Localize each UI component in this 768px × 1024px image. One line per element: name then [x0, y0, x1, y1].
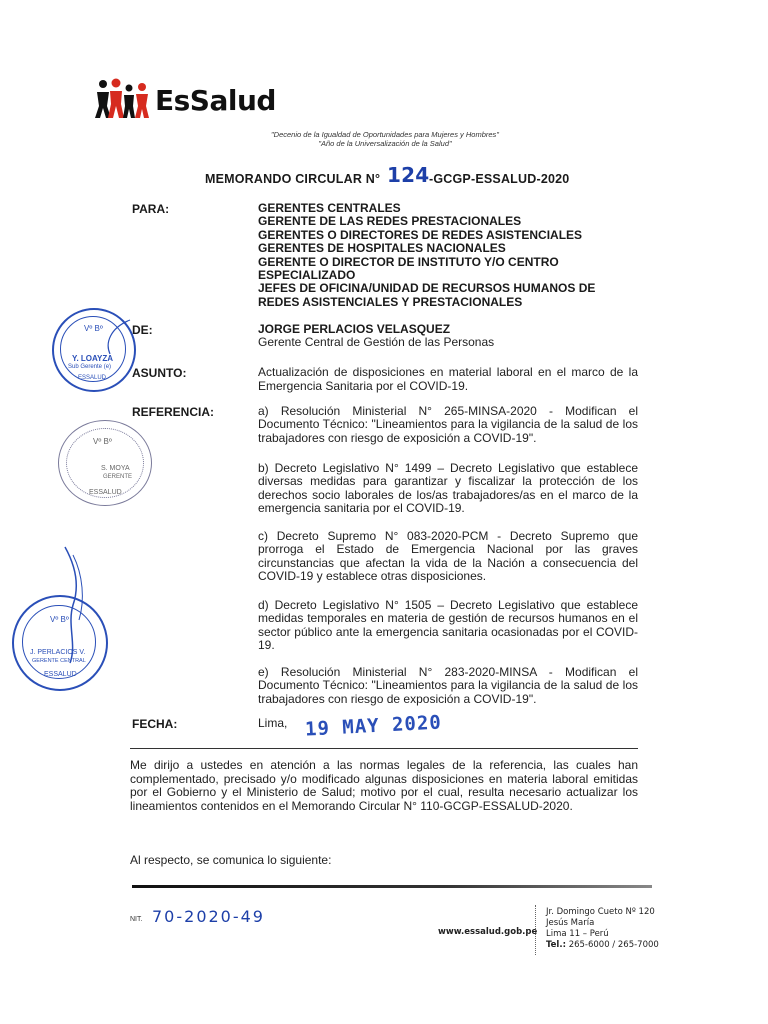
motto-line-2: "Año de la Universalización de la Salud"	[318, 139, 452, 148]
motto-line-1: "Decenio de la Igualdad de Oportunidades para Mujeres y Hombres"	[271, 130, 499, 139]
signature-line-1	[100, 318, 140, 358]
recipient: GERENTE O DIRECTOR DE INSTITUTO Y/O CENTRO	[258, 254, 559, 269]
asunto-text: Actualización de disposiciones en material laboral en el marco de la Emergencia Sanitaria por el COVID-19.	[258, 365, 638, 393]
date-stamp: 19 MAY 2020	[304, 711, 443, 741]
stamp-vobo: Vº Bº	[93, 437, 112, 446]
memo-handwritten-number: 124	[387, 163, 430, 187]
motto	[240, 130, 530, 148]
fecha-label: FECHA:	[132, 717, 178, 731]
stamp-name: S. MOYA	[101, 465, 130, 472]
nit-label: NIT.	[130, 916, 143, 923]
stamp-sub: GERENTE	[103, 474, 133, 480]
memo-title-prefix: MEMORANDO CIRCULAR N°	[205, 172, 381, 186]
reference-item-b: b) Decreto Legislativo N° 1499 – Decreto Legislativo que establece diversas medidas para garantizar y fiscalizar la protección de los derechos socio laborales de los/as trabajadores/as en el marco de la emergencia sanitaria por el COVID-19.	[258, 461, 638, 516]
recipient: REDES ASISTENCIALES Y PRESTACIONALES	[258, 294, 523, 309]
de-block	[258, 323, 638, 350]
stamp-vobo: Vº Bº	[50, 615, 69, 624]
nit-value: 70-2020-49	[152, 907, 265, 926]
stamp-vobo: Vº Bº	[84, 324, 103, 333]
address-line: Jr. Domingo Cueto Nº 120	[546, 907, 655, 917]
sender-name: JORGE PERLACIOS VELASQUEZ	[258, 322, 451, 336]
family-logo-icon	[95, 78, 157, 122]
logo-text: EsSalud	[155, 84, 276, 117]
reference-item-d: d) Decreto Legislativo N° 1505 – Decreto Legislativo que establece medidas temporales en materia de gestión de recursos humanos en el sector público ante la emergencia sanitaria ocasionadas por el COVID-19.	[258, 598, 638, 653]
phone-label: Tel.:	[546, 940, 566, 950]
stamp-sub: GERENTE CENTRAL	[32, 658, 86, 664]
recipient: JEFES DE OFICINA/UNIDAD DE RECURSOS HUMANOS DE	[258, 281, 596, 296]
recipient: ESPECIALIZADO	[258, 268, 356, 283]
signature-line-3	[55, 545, 95, 665]
stamp-sub: Sub Gerente (e)	[68, 364, 112, 370]
approval-stamp-moya	[58, 420, 152, 506]
body-paragraph-2: Al respecto, se comunica lo siguiente:	[130, 853, 332, 867]
reference-item-a: a) Resolución Ministerial N° 265-MINSA-2020 - Modifican el Documento Técnico: "Lineamientos para la vigilancia de la salud de los trabajadores con riesgo de exposición a COVID-19".	[258, 404, 638, 445]
referencia-label: REFERENCIA:	[132, 405, 215, 419]
phone-value: 265-6000 / 265-7000	[568, 940, 659, 950]
website-link[interactable]: www.essalud.gob.pe	[438, 927, 538, 937]
para-label: PARA:	[132, 202, 170, 216]
sender-position: Gerente Central de Gestión de las Personas	[258, 335, 495, 350]
recipient: GERENTE DE LAS REDES PRESTACIONALES	[258, 214, 522, 229]
footer-separator	[535, 905, 537, 955]
reference-item-c: c) Decreto Supremo N° 083-2020-PCM - Decreto Supremo que prorroga el Estado de Emergencia Nacional por las graves circunstancias que afectan la vida de la Nación a consecuencia del COVID-19 y establece otras disposiciones.	[258, 529, 638, 584]
recipient: GERENTES CENTRALES	[258, 201, 401, 215]
asunto-label: ASUNTO:	[132, 366, 187, 380]
fecha-city: Lima,	[258, 716, 288, 730]
memo-title	[205, 163, 605, 192]
address-line: Jesús María	[546, 918, 595, 928]
memo-title-suffix: -GCGP-ESSALUD-2020	[429, 172, 570, 186]
section-divider	[130, 748, 638, 749]
address-line: Lima 11 – Perú	[546, 929, 609, 939]
de-label: DE:	[132, 323, 153, 337]
stamp-org: ESSALUD	[44, 671, 77, 678]
stamp-name: Y. LOAYZA	[72, 354, 114, 363]
body-paragraph-1: Me dirijo a ustedes en atención a las normas legales de la referencia, las cuales han complementado, precisado y/o modificado algunas disposiciones en materia laboral emitidas por el Gobierno y el Ministerio de Salud; motivo por el cual, resulta necesario actualizar los lineamientos contenidos en el Memorando Circular N° 110-GCGP-ESSALUD-2020.	[130, 758, 638, 813]
reference-item-e: e) Resolución Ministerial N° 283-2020-MINSA - Modifican el Documento Técnico: "Lineamientos para la vigilancia de la salud de los trabajadores con riesgo de exposición a COVID-19".	[258, 665, 638, 706]
stamp-org: ESSALUD	[89, 489, 122, 496]
recipient: GERENTES DE HOSPITALES NACIONALES	[258, 241, 506, 256]
stamp-org: ESSALUD	[78, 375, 107, 381]
phone-line	[546, 940, 659, 951]
recipient: GERENTES O DIRECTORES DE REDES ASISTENCIALES	[258, 227, 583, 242]
footer-rule	[132, 885, 652, 888]
address-block	[546, 907, 659, 951]
essalud-logo	[95, 76, 285, 122]
stamp-name: J. PERLACIOS V.	[30, 649, 86, 656]
para-recipients	[258, 202, 638, 309]
